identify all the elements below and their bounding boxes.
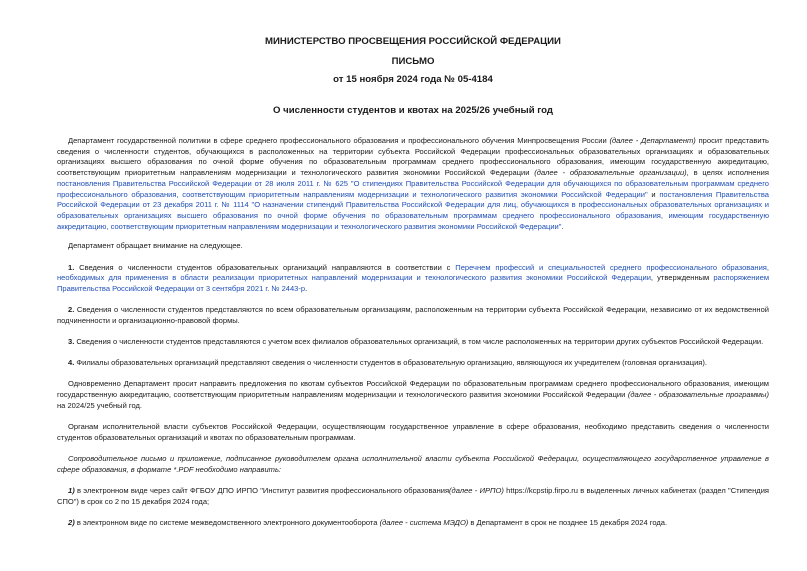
link-order-2443[interactable]: распоряжением Правительства Российской Федерации от 3 сентября 2021 г. № 2443-р — [57, 273, 770, 293]
document-date-number: от 15 ноября 2024 года № 05-4184 — [333, 74, 493, 85]
sub-item-2: 2) в электронном виде по системе межведомственного электронного документооборота (далее - система МЭДО) в Департамент в срок не позднее 15 декабря 2024 года. — [68, 517, 668, 527]
paragraph-quotas: Одновременно Департамент просит направить предложения по квотам субъектов Российской Федерации по образовательным программам среднего профессионального образования, имеющим государственную аккредитацию, соответствующим приоритетным направлениям модернизации и технологического развития экономики Российской Федерации (далее - образовательные программы) на 2024/25 учебный год. — [57, 379, 769, 410]
paragraph-authorities: Органам исполнительной власти субъектов Российской Федерации, осуществляющим государственное управление в сфере образования, необходимо представить сведения о численности студентов образовательных организаций и квотах по образовательным программам. — [57, 422, 769, 442]
list-item-4: 4. Филиалы образовательных организаций представляют сведения о численности студентов в образовательную организацию, являющуюся их учредителем (головная организация). — [68, 358, 707, 368]
link-resolution-625[interactable]: постановления Правительства Российской Федерации от 28 июля 2011 г. № 625 "О стипендиях Правительства Российской Федерации для обучающихся по образовательным программам среднего профессионального образования, соответствующим приоритетным направлениям модернизации и технологического развития экономики Российской Федерации" — [57, 178, 769, 199]
link-professions-list[interactable]: Перечнем профессий и специальностей среднего профессионального образования, необходимых для применения в области реализации приоритетных направлений модернизации и технологического развития экономики Российской Федерации — [57, 262, 769, 283]
ministry-title: МИНИСТЕРСТВО ПРОСВЕЩЕНИЯ РОССИЙСКОЙ ФЕДЕРАЦИИ — [265, 36, 561, 47]
paragraph-attention: Департамент обращает внимание на следующее. — [68, 241, 243, 251]
sub-item-1: 1) в электронном виде через сайт ФГБОУ ДПО ИРПО "Институт развития профессионального образования(далее - ИРПО) https://kcpstip.firpo.ru в выделенных личных кабинетах (раздел "Стипендия СПО") в срок со 2 по 15 декабря 2024 года; — [57, 485, 769, 506]
list-item-3: 3. Сведения о численности студентов представляются с учетом всех филиалов образовательных организаций, в том числе расположенных на территории других субъектов Российской Федерации. — [68, 337, 764, 347]
document-subject: О численности студентов и квотах на 2025/26 учебный год — [273, 105, 553, 116]
document-body — [57, 136, 769, 528]
paragraph-submission: Сопроводительное письмо и приложение, подписанное руководителем органа исполнительной власти субъекта Российской Федерации, осуществляющего государственное управление в сфере образования, в формате *.PDF необходимо направить: — [57, 453, 769, 474]
paragraph-request: Департамент государственной политики в сфере среднего профессионального образования и профессионального обучения Минпросвещения России (далее - Департамент) просит представить сведения о численности студентов, обучающихся в расположенных на территории субъекта Российской Федерации профессиональных образовательных организациях и образовательных организациях высшего образования по очной форме обучения по образовательным программам среднего профессионального образования, имеющим государственную аккредитацию, соответствующим приоритетным направлениям модернизации и технологического развития экономики Российской Федерации (далее - образовательные организации), в целях исполнения постановления Правительства Российской Федерации от 28 июля 2011 г. № 625 "О стипендиях Правительства Российской Федерации для обучающихся по образовательным программам среднего профессионального образования, соответствующим приоритетным направлениям модернизации и технологического развития экономики Российской Федерации" и постановления Правительства Российской Федерации от 23 декабря 2011 г. № 1114 "О назначении стипендий Правительства Российской Федерации для лиц, обучающихся в профессиональных образовательных организациях и образовательных организациях высшего образования по очной форме обучения по образовательным программам среднего профессионального образования, имеющим государственную аккредитацию, соответствующим приоритетным направлениям модернизации и технологического развития экономики Российской Федерации". — [57, 136, 769, 231]
list-item-1: 1. Сведения о численности студентов образовательных организаций направляются в соответствии с Перечнем профессий и специальностей среднего профессионального образования, необходимых для применения в области реализации приоритетных направлений модернизации и технологического развития экономики Российской Федерации, утвержденным распоряжением Правительства Российской Федерации от 3 сентября 2021 г. № 2443-р. — [57, 262, 770, 293]
list-item-2: 2. Сведения о численности студентов представляются по всем образовательным организациям, расположенным на территории субъекта Российской Федерации, независимо от их ведомственной подчиненности и организационно-правовой формы. — [57, 305, 769, 325]
document-kind: ПИСЬМО — [391, 56, 435, 67]
link-resolution-1114[interactable]: постановления Правительства Российской Федерации от 23 декабря 2011 г. № 1114 "О назначении стипендий Правительства Российской Федерации для лиц, обучающихся в профессиональных образовательных организациях и образовательных организациях высшего образования по очной форме обучения по образовательным программам среднего профессионального образования, имеющим государственную аккредитацию, соответствующим приоритетным направлениям модернизации и технологического развития экономики Российской Федерации" — [57, 189, 769, 231]
